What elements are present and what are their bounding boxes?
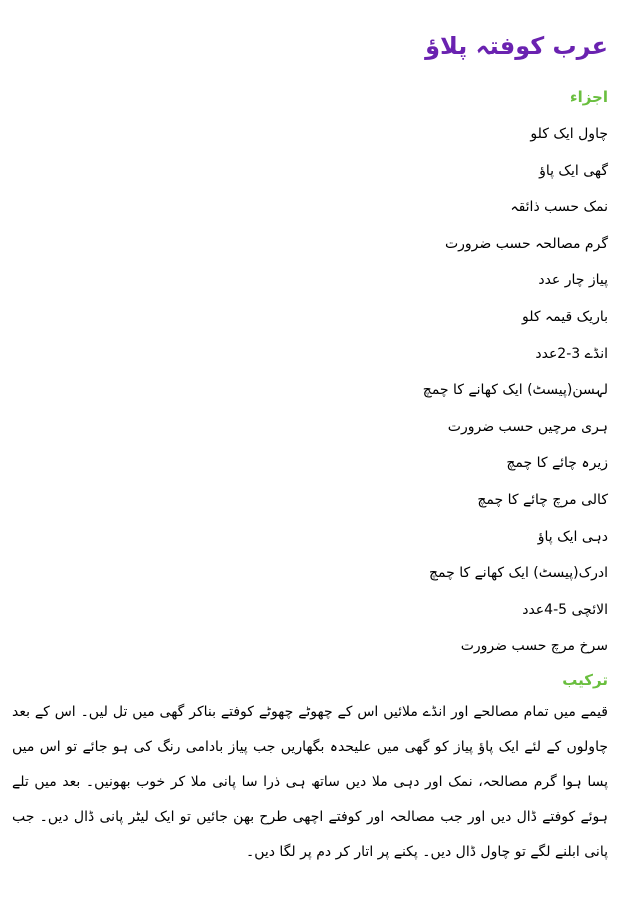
ingredient-item: الائچی 5-4عدد bbox=[522, 601, 608, 618]
method-heading: ترکیب bbox=[562, 670, 608, 689]
ingredient-item: سرخ مرچ حسب ضرورت bbox=[460, 638, 608, 655]
ingredient-item: نمک حسب ذائقہ bbox=[510, 199, 608, 216]
ingredient-item: چاول ایک کلو bbox=[530, 126, 608, 142]
ingredient-item: ہری مرچیں حسب ضرورت bbox=[447, 418, 608, 435]
ingredient-item: پیاز چار عدد bbox=[538, 272, 608, 289]
ingredient-item: کالی مرچ چائے کا چمچ bbox=[477, 491, 608, 508]
ingredient-item: لہسن(پیسٹ) ایک کھانے کا چمچ bbox=[422, 382, 608, 399]
ingredients-heading: اجزاء bbox=[569, 88, 608, 106]
ingredient-item: باریک قیمہ کلو bbox=[522, 308, 608, 325]
ingredients-list bbox=[12, 116, 608, 665]
ingredient-item: ادرک(پیسٹ) ایک کھانے کا چمچ bbox=[428, 565, 608, 582]
ingredient-item: گھی ایک پاؤ bbox=[539, 162, 608, 179]
ingredient-item: زیرہ چائے کا چمچ bbox=[506, 455, 608, 472]
ingredient-item: انڈے 3-2عدد bbox=[535, 345, 608, 362]
ingredient-item: گرم مصالحہ حسب ضرورت bbox=[444, 235, 608, 252]
ingredient-item: دہی ایک پاؤ bbox=[537, 528, 608, 545]
recipe-title: عرب کوفتہ پلاؤ bbox=[425, 32, 608, 60]
method-paragraph: قیمے میں تمام مصالحے اور انڈے ملائیں اس کے چھوٹے چھوٹے کوفتے بناکر گھی میں تل لیں۔ اس کے بعد چاولوں کے لئے ایک پاؤ پیاز کو گھی میں علیحدہ بگھاریں جب پیاز بادامی رنگ کی ہو جائے تو اس میں پسا ہوا گرم مصالحہ، نمک اور دہی ملا دیں ساتھ ہی ذرا سا پانی ملا کر خوب بھونیں۔ بعد میں تلے ہوئے کوفتے ڈال دیں اور جب مصالحہ اور کوفتے اچھی طرح بھن جائیں تو ایک لیٹر پانی ڈال دیں۔ جب پانی ابلنے لگے تو چاول ڈال دیں۔ پکنے پر اتار کر دم پر لگا دیں۔ bbox=[12, 703, 608, 860]
